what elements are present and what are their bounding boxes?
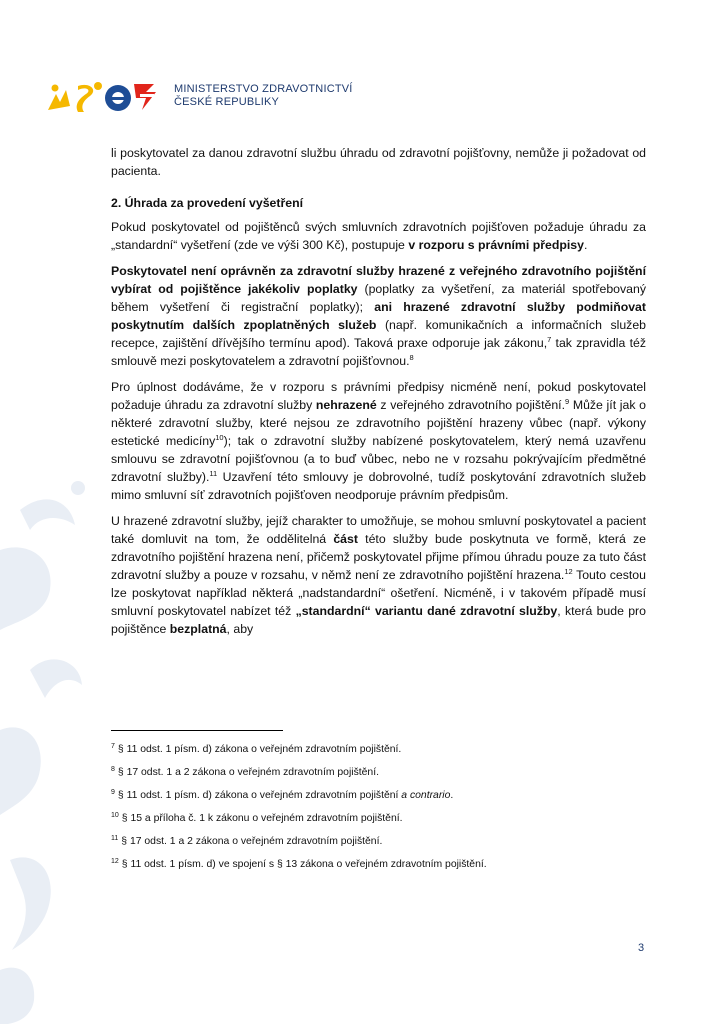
p4-text-d: Touto cestou lze poskytovat například některá „nadstandardní“ ošetření. Nicméně, i v takovém případě musí smluvní poskytovatel nabízet též xyxy=(111,568,646,618)
footnote-ref-9[interactable]: 9 xyxy=(565,396,570,406)
footnote-ref-7[interactable]: 7 xyxy=(547,334,552,344)
ministry-logo xyxy=(46,80,166,114)
footnote-text: § 11 odst. 1 písm. d) zákona o veřejném zdravotním pojištění xyxy=(117,790,402,801)
p2-text-e: tak zpravidla též smlouvě mezi poskytovatelem a zdravotní pojišťovnou. xyxy=(111,336,646,368)
footnote-text: § 11 odst. 1 písm. d) zákona o veřejném zdravotním pojištění. xyxy=(117,744,402,755)
intro-paragraph: li poskytovatel za danou zdravotní službu úhradu od zdravotní pojišťovny, nemůže ji požadovat od pacienta. xyxy=(111,146,646,178)
footnote-text: § 15 a příloha č. 1 k zákonu o veřejném zdravotním pojištění. xyxy=(121,813,403,824)
p4-bold-g: bezplatná xyxy=(169,622,227,636)
p3-text-a: Pro úplnost dodáváme, že v rozporu s právními předpisy nicméně není, pokud poskytovatel požaduje úhradu za zdravotní služby xyxy=(111,380,646,412)
p4-text-a: U hrazené zdravotní služby, jejíž charakter to umožňuje, se mohou smluvní poskytovatel a pacient také domluvit na tom, že oddělitelná xyxy=(111,514,646,546)
footnote-ref-10[interactable]: 10 xyxy=(215,432,224,442)
p3-text-e: ); tak o zdravotní služby nabízené poskytovatelem, který nemá uzavřenu smlouvu se zdravotní pojišťovnou (a to buď vůbec, nebo ne v rozsahu pokrývajícím předmětné zdravotní služby). xyxy=(111,434,646,484)
footnote-italic: a contrario xyxy=(401,790,451,801)
p2-bold-a: Poskytovatel není oprávněn za zdravotní služby hrazené z veřejného zdravotního pojištění vybírat od pojištěnce jakékoliv poplatky xyxy=(111,264,646,296)
p3-text-c: z veřejného zdravotního pojištění. xyxy=(376,398,565,412)
footnote-number: 9 xyxy=(111,788,115,796)
document-body xyxy=(111,144,646,646)
p2-bold-c: ani hrazené zdravotní služby podmiňovat poskytnutím dalších zpoplatněných služeb xyxy=(111,300,646,332)
footnote-number: 8 xyxy=(111,765,115,773)
p4-text-h: , aby xyxy=(226,622,254,636)
paragraph-4 xyxy=(111,512,646,638)
p4-text-f: , která bude pro pojištěnce xyxy=(111,604,646,636)
p1-bold: v rozporu s právními předpisy xyxy=(408,238,584,252)
footnote xyxy=(111,812,646,826)
footnote-text: § 11 odst. 1 písm. d) ve spojení s § 13 zákona o veřejném zdravotním pojištění. xyxy=(121,859,487,870)
p2-text-d: (např. komunikačních a informačních služeb recepce, zajištění dřívějšího termínu apod). Taková praxe odporuje jak zákonu, xyxy=(111,318,646,350)
p3-bold: nehrazené xyxy=(315,398,377,412)
footnote xyxy=(111,766,646,780)
p4-bold-e: „standardní“ variantu dané zdravotní služby xyxy=(295,604,558,618)
page-number: 3 xyxy=(638,942,645,954)
paragraph-1 xyxy=(111,218,646,254)
footnote-number: 11 xyxy=(111,834,119,842)
footnote xyxy=(111,835,646,849)
footnote xyxy=(111,743,646,757)
p1-text-c: . xyxy=(583,238,588,252)
footnote-ref-11[interactable]: 11 xyxy=(209,468,218,478)
decorative-figure xyxy=(0,470,90,1024)
paragraph-3 xyxy=(111,378,646,504)
p2-text-b: (poplatky za vyšetření, za materiál spotřebovaný během vyšetření či registrační poplatky); xyxy=(111,282,646,314)
paragraph-2 xyxy=(111,262,646,370)
footnote-number: 10 xyxy=(111,811,119,819)
footnote-divider xyxy=(111,730,283,731)
section-heading: 2. Úhrada za provedení vyšetření xyxy=(111,196,304,210)
ministry-name-line2: ČESKÉ REPUBLIKY xyxy=(174,96,280,108)
p3-text-d: Může jít jak o některé zdravotní služby, které nejsou ze zdravotního pojištění hrazeny vůbec (např. výkony estetické medicíny xyxy=(111,398,646,448)
footnote-ref-12[interactable]: 12 xyxy=(564,566,573,576)
header xyxy=(46,80,353,116)
p4-bold-b: část xyxy=(333,532,358,546)
ministry-name xyxy=(174,80,353,109)
footnotes xyxy=(111,743,646,881)
footnote-text: § 17 odst. 1 a 2 zákona o veřejném zdravotním pojištění. xyxy=(117,767,379,778)
footnote-text: § 17 odst. 1 a 2 zákona o veřejném zdravotním pojištění. xyxy=(121,836,383,847)
footnote-number: 12 xyxy=(111,857,119,865)
footnote-tail: . xyxy=(450,790,454,801)
ministry-name-line1: MINISTERSTVO ZDRAVOTNICTVÍ xyxy=(174,83,353,95)
footnote-ref-8[interactable]: 8 xyxy=(409,352,414,362)
footnote xyxy=(111,858,646,872)
p4-text-c: této služby bude poskytnuta ve formě, která ze zdravotního pojištění hrazena není, přičemž poskytovatel přijme přímou úhradu pouze za tuto část zdravotní služby a pouze v rozsahu, v němž není ze zdravotního pojištění hrazena. xyxy=(111,532,646,582)
footnote-number: 7 xyxy=(111,742,115,750)
footnote xyxy=(111,789,646,803)
p1-text-a: Pokud poskytovatel od pojištěnců svých smluvních zdravotních pojišťoven požaduje úhradu za „standardní“ vyšetření (zde ve výši 300 Kč), postupuje xyxy=(111,220,646,252)
p3-text-f: Uzavření této smlouvy je dobrovolné, tudíž poskytování zdravotních služeb mimo smluvní síť zdravotních pojišťoven neodporuje právním předpisům. xyxy=(111,470,646,502)
